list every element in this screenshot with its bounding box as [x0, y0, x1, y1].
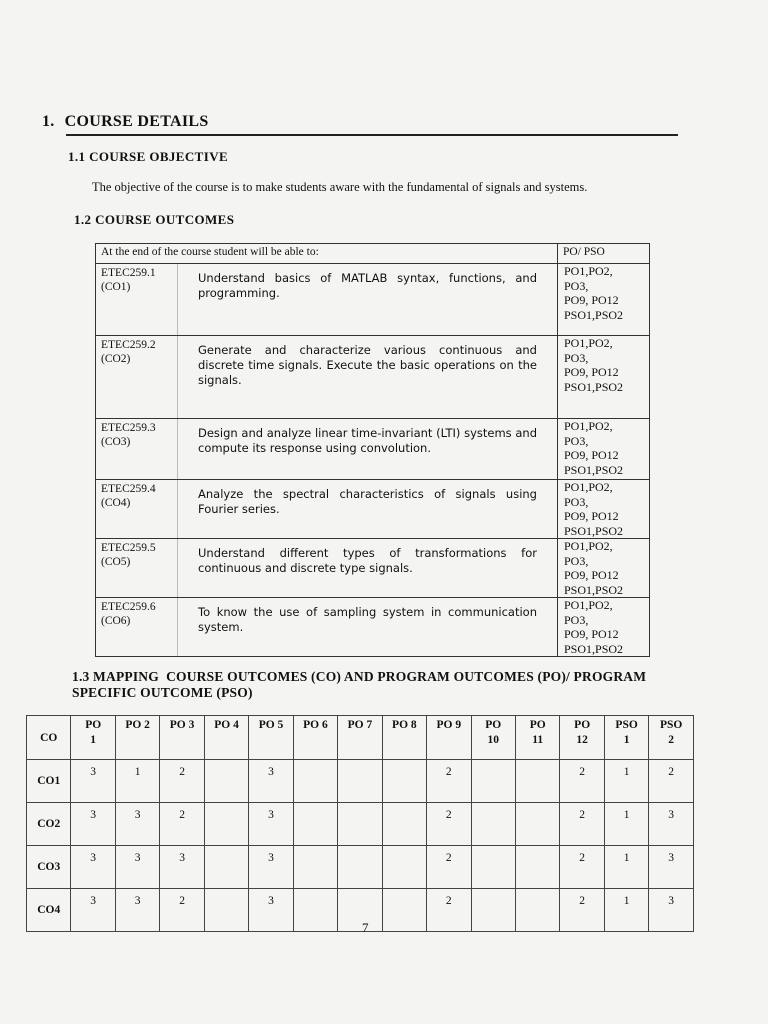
mapping-header-cell — [427, 716, 471, 760]
mapping-header-line: CO — [40, 731, 58, 744]
mapping-header-line: PO 4 — [214, 719, 239, 731]
mapping-header-cell — [560, 716, 604, 760]
mapping-table — [26, 715, 694, 932]
outcome-po-cell — [558, 480, 650, 539]
mapping-value-cell — [204, 760, 248, 803]
outcome-code: ETEC259.4 — [101, 483, 156, 495]
outcome-po-line: PO9, PO12 — [564, 365, 619, 379]
mapping-heading-line2: SPECIFIC OUTCOME (PSO) — [72, 685, 253, 700]
mapping-header-cell — [382, 716, 426, 760]
section-divider — [66, 134, 678, 136]
mapping-header-line: PO — [574, 719, 591, 731]
mapping-header-cell — [71, 716, 115, 760]
mapping-header-cell — [515, 716, 559, 760]
mapping-co-label: CO2 — [27, 803, 71, 846]
outcome-po-cell — [558, 336, 650, 419]
mapping-value-cell — [293, 889, 337, 932]
outcome-po-line: PO3, — [564, 553, 589, 568]
mapping-value-cell: 2 — [649, 760, 694, 803]
outcome-po-line: PO3, — [564, 350, 589, 365]
outcome-code-cell — [96, 480, 178, 539]
outcome-description: Design and analyze linear time-invariant (LTI) systems and compute its response using convolution. — [178, 419, 558, 480]
objective-heading: 1.1 COURSE OBJECTIVE — [68, 149, 229, 164]
mapping-value-cell: 3 — [71, 889, 115, 932]
mapping-header-line: PO 3 — [169, 719, 195, 731]
outcome-po-line: PO9, PO12 — [564, 509, 619, 523]
mapping-header-cell — [649, 716, 694, 760]
outcome-po-line: PO9, PO12 — [564, 568, 619, 582]
outcome-co-label: (CO1) — [101, 281, 131, 293]
outcome-code: ETEC259.1 — [101, 267, 156, 279]
outcome-row — [96, 598, 650, 657]
outcome-po-line: PO3, — [564, 494, 589, 509]
page-number: 7 — [362, 920, 369, 935]
mapping-value-cell: 2 — [160, 760, 204, 803]
mapping-header-line: PO 7 — [347, 719, 373, 731]
outcome-po-line: PO1,PO2, — [564, 480, 613, 494]
mapping-value-cell: 1 — [604, 760, 648, 803]
outcomes-header-text: At the end of the course student will be able to: — [96, 244, 558, 264]
mapping-value-cell: 3 — [249, 889, 293, 932]
section-title-text: COURSE DETAILS — [64, 113, 209, 130]
outcome-po-line: PO9, PO12 — [564, 293, 619, 307]
mapping-value-cell: 3 — [649, 846, 694, 889]
outcome-code-cell — [96, 539, 178, 598]
outcome-po-line: PSO1,PSO2 — [564, 582, 624, 597]
mapping-header-cell — [293, 716, 337, 760]
mapping-header-line: 10 — [487, 734, 499, 746]
mapping-row — [27, 760, 694, 803]
section-title — [42, 113, 209, 131]
mapping-value-cell — [293, 760, 337, 803]
outcome-po-line: PSO1,PSO2 — [564, 379, 624, 394]
mapping-header-line: PSO — [659, 719, 683, 731]
outcome-co-label: (CO5) — [101, 556, 131, 568]
mapping-value-cell — [382, 889, 426, 932]
outcome-po-line: PSO1,PSO2 — [564, 641, 624, 656]
mapping-value-cell — [293, 846, 337, 889]
outcomes-header-row — [96, 244, 650, 264]
mapping-header-line: PO — [85, 719, 102, 731]
mapping-value-cell — [338, 889, 382, 932]
mapping-value-cell — [293, 803, 337, 846]
mapping-header-line: PO 2 — [125, 719, 150, 731]
outcome-po-line: PO1,PO2, — [564, 419, 613, 433]
mapping-co-label: CO4 — [27, 889, 71, 932]
mapping-header-cell — [27, 716, 71, 760]
outcome-po-line: PSO1,PSO2 — [564, 462, 624, 477]
outcome-po-line: PSO1,PSO2 — [564, 523, 624, 538]
outcome-po-line: PO3, — [564, 433, 589, 448]
outcome-code: ETEC259.3 — [101, 422, 156, 434]
mapping-heading — [72, 669, 646, 701]
outcome-code-cell — [96, 419, 178, 480]
mapping-value-cell — [515, 889, 559, 932]
mapping-value-cell: 2 — [427, 803, 471, 846]
outcome-co-label: (CO3) — [101, 436, 131, 448]
mapping-value-cell: 3 — [160, 846, 204, 889]
mapping-header-line: PO 9 — [436, 719, 462, 731]
mapping-co-label: CO1 — [27, 760, 71, 803]
outcome-row — [96, 480, 650, 539]
mapping-value-cell: 2 — [160, 803, 204, 846]
mapping-value-cell: 3 — [649, 889, 694, 932]
mapping-header-cell — [249, 716, 293, 760]
mapping-header-row — [27, 716, 694, 760]
mapping-value-cell — [515, 803, 559, 846]
outcome-code-cell — [96, 264, 178, 336]
mapping-value-cell — [515, 760, 559, 803]
outcomes-heading: 1.2 COURSE OUTCOMES — [74, 212, 235, 227]
mapping-value-cell: 3 — [115, 803, 159, 846]
mapping-value-cell: 2 — [560, 846, 604, 889]
outcome-co-label: (CO4) — [101, 497, 131, 509]
outcomes-header-po: PO/ PSO — [558, 244, 650, 264]
mapping-value-cell — [515, 846, 559, 889]
outcome-code-cell — [96, 336, 178, 419]
outcome-code-cell — [96, 598, 178, 657]
mapping-value-cell: 2 — [427, 760, 471, 803]
mapping-value-cell — [471, 803, 515, 846]
mapping-value-cell — [382, 760, 426, 803]
outcome-po-cell — [558, 598, 650, 657]
outcome-description: To know the use of sampling system in communication system. — [178, 598, 558, 657]
mapping-value-cell: 3 — [71, 760, 115, 803]
outcome-code: ETEC259.6 — [101, 601, 156, 613]
outcome-po-line: PO9, PO12 — [564, 627, 619, 641]
outcome-co-label: (CO6) — [101, 615, 131, 627]
mapping-value-cell: 1 — [604, 846, 648, 889]
mapping-value-cell — [382, 846, 426, 889]
mapping-header-line: PO — [529, 719, 546, 731]
mapping-value-cell: 1 — [604, 803, 648, 846]
mapping-header-cell — [160, 716, 204, 760]
mapping-header-cell — [604, 716, 648, 760]
mapping-value-cell — [382, 803, 426, 846]
outcome-po-line: PO1,PO2, — [564, 336, 613, 350]
mapping-value-cell: 1 — [604, 889, 648, 932]
outcome-po-cell — [558, 419, 650, 480]
mapping-value-cell: 3 — [249, 846, 293, 889]
outcome-row — [96, 264, 650, 336]
mapping-value-cell — [204, 889, 248, 932]
mapping-row — [27, 889, 694, 932]
mapping-value-cell: 3 — [71, 803, 115, 846]
outcome-code: ETEC259.5 — [101, 542, 156, 554]
outcome-po-line: PO1,PO2, — [564, 598, 613, 612]
mapping-value-cell: 3 — [249, 760, 293, 803]
mapping-header-line: 1 — [623, 734, 630, 746]
outcome-po-line: PO1,PO2, — [564, 539, 613, 553]
outcome-row — [96, 539, 650, 598]
mapping-value-cell — [338, 846, 382, 889]
mapping-value-cell: 2 — [560, 889, 604, 932]
mapping-value-cell — [204, 803, 248, 846]
outcome-description: Understand different types of transformations for continuous and discrete type signals. — [178, 539, 558, 598]
outcome-description: Understand basics of MATLAB syntax, functions, and programming. — [178, 264, 558, 336]
mapping-value-cell: 3 — [71, 846, 115, 889]
mapping-value-cell: 2 — [560, 803, 604, 846]
mapping-header-line: 12 — [576, 734, 588, 746]
course-outcomes-table — [95, 243, 650, 657]
outcome-po-line: PO9, PO12 — [564, 448, 619, 462]
mapping-header-line: 1 — [90, 734, 97, 746]
mapping-heading-line1: 1.3 MAPPING COURSE OUTCOMES (CO) AND PROGRAM OUTCOMES (PO)/ PROGRAM — [72, 669, 647, 684]
mapping-value-cell: 2 — [427, 889, 471, 932]
outcome-description: Analyze the spectral characteristics of signals using Fourier series. — [178, 480, 558, 539]
mapping-header-cell — [204, 716, 248, 760]
mapping-header-line: PO 8 — [392, 719, 417, 731]
outcome-co-label: (CO2) — [101, 353, 131, 365]
mapping-header-cell — [471, 716, 515, 760]
mapping-value-cell — [204, 846, 248, 889]
outcome-po-cell — [558, 539, 650, 598]
mapping-header-line: PSO — [615, 719, 638, 731]
mapping-header-cell — [115, 716, 159, 760]
outcome-description: Generate and characterize various continuous and discrete time signals. Execute the basic operations on the signals. — [178, 336, 558, 419]
mapping-header-line: PO 6 — [303, 719, 328, 731]
outcome-po-line: PSO1,PSO2 — [564, 307, 624, 322]
outcome-po-line: PO1,PO2, — [564, 264, 613, 278]
mapping-header-line: PO 5 — [258, 719, 284, 731]
outcome-po-cell — [558, 264, 650, 336]
mapping-value-cell: 3 — [115, 846, 159, 889]
outcome-row — [96, 419, 650, 480]
mapping-header-line: PO — [485, 719, 502, 731]
objective-text: The objective of the course is to make students aware with the fundamental of signals and systems. — [92, 180, 588, 194]
mapping-value-cell: 3 — [249, 803, 293, 846]
mapping-value-cell: 1 — [115, 760, 159, 803]
mapping-header-line: 11 — [532, 734, 544, 746]
mapping-value-cell — [471, 846, 515, 889]
mapping-row — [27, 846, 694, 889]
mapping-value-cell: 2 — [560, 760, 604, 803]
mapping-value-cell: 2 — [427, 846, 471, 889]
outcome-row — [96, 336, 650, 419]
mapping-row — [27, 803, 694, 846]
mapping-header-line: 2 — [668, 734, 675, 746]
mapping-value-cell — [338, 760, 382, 803]
mapping-value-cell: 3 — [649, 803, 694, 846]
mapping-co-label: CO3 — [27, 846, 71, 889]
section-number: 1. — [42, 113, 55, 130]
outcome-po-line: PO3, — [564, 612, 589, 627]
mapping-value-cell — [471, 760, 515, 803]
mapping-value-cell — [471, 889, 515, 932]
mapping-header-cell — [338, 716, 382, 760]
mapping-value-cell: 2 — [160, 889, 204, 932]
mapping-value-cell — [338, 803, 382, 846]
outcome-po-line: PO3, — [564, 278, 589, 293]
mapping-value-cell: 3 — [115, 889, 159, 932]
outcome-code: ETEC259.2 — [101, 339, 156, 351]
